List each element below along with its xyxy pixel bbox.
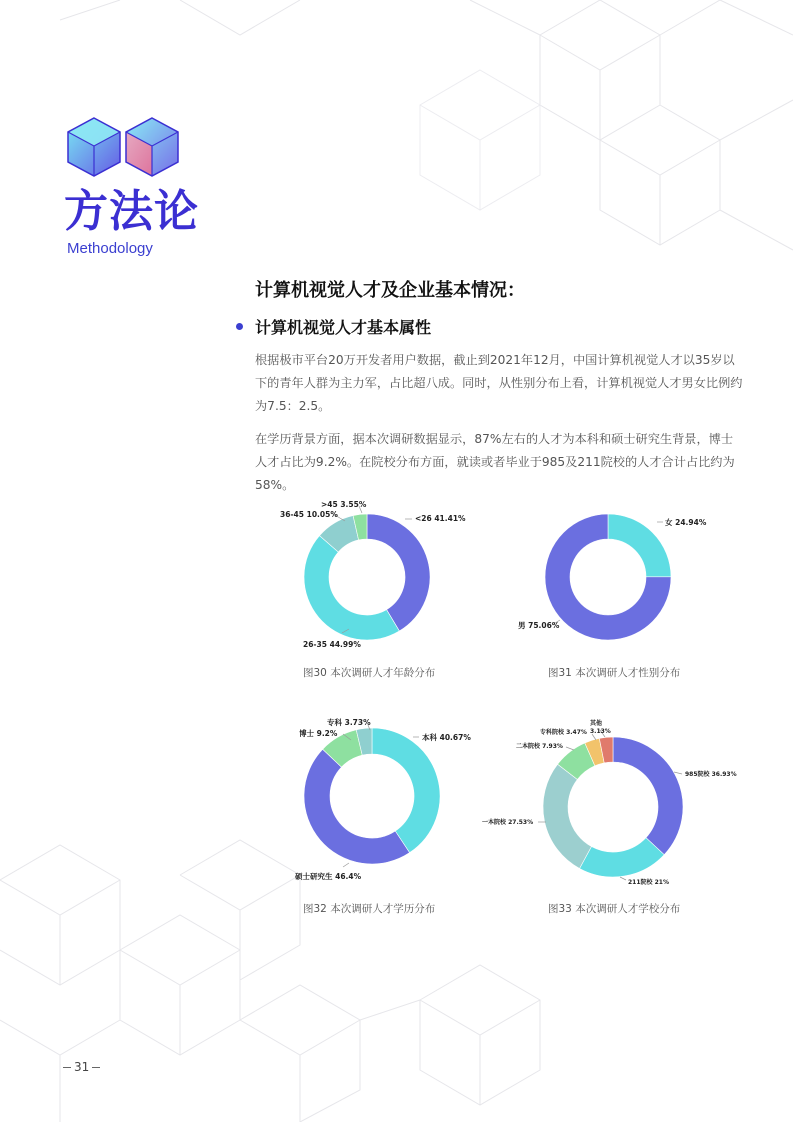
age-donut-slices	[304, 514, 430, 640]
education-label-junior-college: 专科 3.73%	[327, 718, 371, 727]
page-number-dash-right	[92, 1067, 100, 1068]
school-label-tier2: 二本院校 7.93%	[516, 743, 563, 750]
caption-fig33: 图33 本次调研人才学校分布	[548, 903, 681, 915]
subsection-heading-row	[236, 315, 431, 338]
age-label-26-35: 26-35 44.99%	[303, 640, 361, 649]
age-distribution-chart	[255, 495, 485, 655]
donut-slice-3-1	[580, 838, 665, 877]
gender-distribution-chart	[500, 495, 740, 655]
paragraph-education: 在学历背景方面，据本次调研数据显示，87%左右的人才为本科和硕士研究生背景，博士人才占比为9.2%。在院校分布方面，就读或者毕业于985及211院校的人才合计占比约为58%。	[255, 432, 735, 492]
donut-slice-0-0	[367, 514, 430, 631]
page-number-value: 31	[74, 1060, 90, 1074]
school-donut-slices	[543, 737, 683, 877]
caption-fig31: 图31 本次调研人才性别分布	[548, 667, 681, 679]
education-label-phd: 博士 9.2%	[299, 729, 338, 738]
school-distribution-chart	[480, 712, 740, 887]
donut-slice-2-0	[372, 728, 440, 853]
gender-donut-slices	[545, 514, 671, 640]
donut-slice-3-0	[613, 737, 683, 855]
page-title: 方法论	[64, 186, 199, 237]
education-label-bachelor: 本科 40.67%	[422, 733, 471, 742]
education-label-master: 硕士研究生 46.4%	[295, 872, 362, 881]
donut-slice-3-2	[543, 764, 591, 868]
page-number	[60, 1060, 103, 1074]
gender-label-male: 男 75.06%	[518, 621, 560, 630]
bullet-dot-icon	[236, 323, 243, 330]
age-donut-svg	[255, 495, 485, 655]
school-label-tier1: 一本院校 27.53%	[482, 819, 534, 826]
school-donut-svg	[480, 712, 740, 887]
page-number-dash-left	[63, 1067, 71, 1068]
school-label-other: 其他	[590, 720, 603, 727]
school-label-other-value: 3.13%	[590, 728, 611, 735]
school-label-211: 211院校 21%	[628, 879, 669, 886]
education-donut-slices	[304, 728, 440, 864]
caption-fig30: 图30 本次调研人才年龄分布	[303, 667, 436, 679]
education-donut-svg	[255, 712, 485, 882]
paragraph-age-gender: 根据极市平台20万开发者用户数据，截止到2021年12月，中国计算机视觉人才以35岁以下的青年人群为主力军，占比超八成。同时，从性别分布上看，计算机视觉人才男女比例约为7.5：2.5。	[255, 353, 743, 413]
subsection-heading: 计算机视觉人才基本属性	[255, 318, 432, 337]
school-label-junior-college: 专科院校 3.47%	[540, 729, 587, 736]
section-heading: 计算机视觉人才及企业基本情况：	[255, 280, 525, 301]
donut-slice-1-0	[608, 514, 671, 577]
caption-fig32: 图32 本次调研人才学历分布	[303, 903, 436, 915]
age-label-under26: <26 41.41%	[415, 514, 466, 523]
education-distribution-chart	[255, 712, 485, 882]
donut-slice-2-1	[304, 749, 410, 864]
gender-label-female: 女 24.94%	[665, 518, 707, 527]
methodology-cube-logo	[66, 116, 181, 186]
school-label-985: 985院校 36.93%	[685, 771, 737, 778]
age-label-over45: >45 3.55%	[321, 500, 367, 509]
age-label-36-45: 36-45 10.05%	[280, 510, 338, 519]
donut-slice-0-1	[304, 536, 399, 640]
page-title-english: Methodology	[67, 240, 153, 257]
gender-donut-svg	[500, 495, 740, 655]
